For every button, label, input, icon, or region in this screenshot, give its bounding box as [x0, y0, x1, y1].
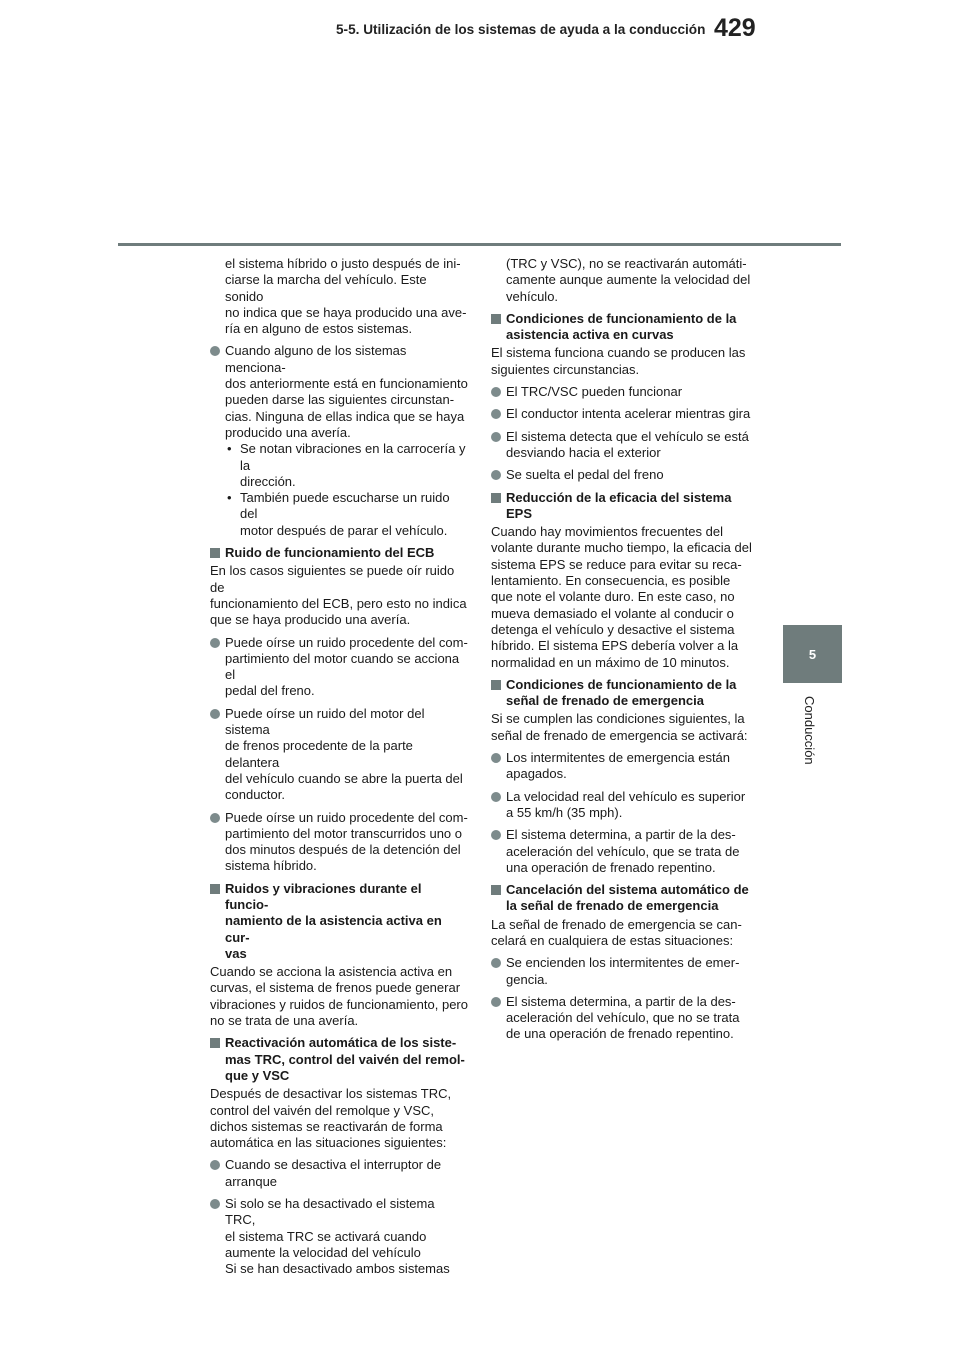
section-heading: [491, 882, 753, 915]
text-line: volante durante mucho tiempo, la eficacia del: [491, 540, 752, 556]
text-line: asistencia activa en curvas: [506, 327, 674, 343]
text-line: Reactivación automática de los siste-: [225, 1035, 457, 1051]
sub-bullet-dot-icon: •: [227, 441, 232, 457]
bullet-circle-icon: [210, 346, 220, 356]
text-line: partimiento del motor transcurridos uno o: [225, 825, 463, 841]
list-item: [491, 429, 753, 462]
text-line: ría en alguno de estos sistemas.: [225, 321, 413, 337]
text-line: que y VSC: [225, 1067, 290, 1083]
bullet-circle-icon: [491, 958, 501, 968]
text-line: EPS: [506, 505, 533, 521]
text-line: El conductor intenta acelerar mientras gira: [506, 406, 751, 422]
text-line: dirección.: [240, 473, 296, 489]
text-line: Ruidos y vibraciones durante el funcio-: [225, 880, 422, 912]
list-item: [491, 994, 753, 1043]
text-line: a 55 km/h (35 mph).: [506, 804, 623, 820]
list-item: [210, 706, 468, 804]
chapter-label: Conducción: [802, 696, 817, 765]
text-line: aceleración del vehículo, que no se trata: [506, 1010, 740, 1026]
text-line: Se notan vibraciones en la carrocería y la: [240, 441, 466, 473]
text-line: control del vaivén del remolque y VSC,: [210, 1102, 435, 1118]
text-line: desviando hacia el exterior: [506, 444, 661, 460]
text-line: Condiciones de funcionamiento de la: [506, 310, 737, 326]
text-line: partimiento del motor cuando se acciona el: [225, 650, 460, 683]
text-line: celará en cualquiera de estas situaciones:: [491, 932, 734, 948]
right-column: [491, 256, 753, 1049]
text-line: siguientes circunstancias.: [491, 361, 640, 377]
text-line: apagados.: [506, 766, 567, 782]
bullet-circle-icon: [491, 830, 501, 840]
intro-paragraph: [210, 256, 468, 337]
text-line: Se suelta el pedal del freno: [506, 467, 664, 483]
section-heading: [210, 545, 468, 561]
text-line: Si solo se ha desactivado el sistema TRC,: [225, 1196, 435, 1228]
square-bullet-icon: [210, 548, 220, 558]
text-line: sistema EPS se reduce para evitar su reca-: [491, 556, 742, 572]
bullet-circle-icon: [210, 709, 220, 719]
text-line: que se haya producido una avería.: [210, 612, 411, 628]
text-line: híbrido. El sistema EPS debería volver a la: [491, 638, 739, 654]
text-line: La velocidad real del vehículo es superior: [506, 788, 746, 804]
text-line: El sistema determina, a partir de la des-: [506, 827, 736, 843]
square-bullet-icon: [491, 493, 501, 503]
square-bullet-icon: [210, 1038, 220, 1048]
text-line: pueden darse las siguientes circunstan-: [225, 392, 455, 408]
text-line: dos minutos después de la detención del: [225, 842, 461, 858]
text-line: de una operación de frenado repentino.: [506, 1026, 734, 1042]
text-line: Después de desactivar los sistemas TRC,: [210, 1086, 452, 1102]
section-heading: [210, 881, 468, 962]
text-line: vas: [225, 945, 247, 961]
text-line: (TRC y VSC), no se reactivarán automáti-: [506, 256, 747, 271]
list-item: [491, 750, 753, 783]
text-line: el sistema TRC se activará cuando: [225, 1228, 427, 1244]
text-line: Cuando alguno de los sistemas menciona-: [225, 343, 407, 375]
text-line: mas TRC, control del vaivén del remol-: [225, 1051, 465, 1067]
list-item: [491, 955, 753, 988]
section-heading: [491, 490, 753, 523]
text-line: dos anteriormente está en funcionamiento: [225, 376, 468, 392]
bullet-circle-icon: [210, 813, 220, 823]
paragraph: [491, 524, 753, 671]
list-item: [491, 789, 753, 822]
text-line: Los intermitentes de emergencia están: [506, 750, 731, 766]
header-section-title: 5-5. Utilización de los sistemas de ayuda a la conducción: [336, 22, 706, 37]
text-line: gencia.: [506, 971, 548, 987]
bullet-circle-icon: [491, 792, 501, 802]
list-item: [210, 810, 468, 875]
text-line: Puede oírse un ruido procedente del com-: [225, 809, 468, 825]
bullet-circle-icon: [491, 409, 501, 419]
bullet-circle-icon: [491, 470, 501, 480]
text-line: de frenos procedente de la parte delantera: [225, 738, 413, 770]
text-line: señal de frenado de emergencia: [506, 693, 704, 709]
bullet-circle-icon: [210, 638, 220, 648]
text-line: la señal de frenado de emergencia: [506, 898, 719, 914]
text-line: cias. Ninguna de ellas indica que se haya: [225, 408, 465, 424]
sub-bullet-dot-icon: •: [227, 490, 232, 506]
text-line: del vehículo cuando se abre la puerta del: [225, 770, 463, 786]
text-line: Reducción de la eficacia del sistema: [506, 489, 732, 505]
text-line: vibraciones y ruidos de funcionamiento, pero: [210, 996, 468, 1012]
left-column: [210, 256, 468, 1284]
bullet-circle-icon: [491, 753, 501, 763]
text-line: automática en las situaciones siguientes:: [210, 1135, 447, 1151]
text-line: mueva demasiado el volante al conducir o: [491, 605, 734, 621]
text-line: vehículo.: [506, 288, 559, 304]
text-line: detenga el vehículo y desactive el sistema: [491, 621, 735, 637]
paragraph: [491, 917, 753, 950]
header-rule: [118, 243, 841, 246]
text-line: arranque: [225, 1173, 278, 1189]
text-line: una operación de frenado repentino.: [506, 859, 716, 875]
text-line: curvas, el sistema de frenos puede generar: [210, 980, 461, 996]
square-bullet-icon: [491, 885, 501, 895]
chapter-tab: [783, 625, 842, 683]
text-line: Condiciones de funcionamiento de la: [506, 676, 737, 692]
page-number: 429: [714, 14, 756, 42]
section-heading: [491, 677, 753, 710]
list-item: [491, 827, 753, 876]
bullet-circle-icon: [491, 997, 501, 1007]
text-line: Si se cumplen las condiciones siguientes, la: [491, 711, 745, 727]
text-line: Cuando se acciona la asistencia activa en: [210, 964, 453, 980]
text-line: señal de frenado de emergencia se activará:: [491, 727, 748, 743]
list-item: [491, 384, 753, 400]
paragraph: [210, 563, 468, 628]
text-line: Cancelación del sistema automático de: [506, 882, 749, 898]
list-item: [491, 467, 753, 483]
list-item: [210, 635, 468, 700]
text-line: Si se han desactivado ambos sistemas: [225, 1261, 450, 1277]
text-line: sistema híbrido.: [225, 858, 317, 874]
text-line: aceleración del vehículo, que se trata de: [506, 843, 740, 859]
text-line: aumente la velocidad del vehículo: [225, 1244, 421, 1260]
text-line: lentamiento. En consecuencia, es posible: [491, 573, 731, 589]
text-line: no se trata de una avería.: [210, 1013, 359, 1029]
paragraph: [210, 1086, 468, 1151]
chapter-number: 5: [808, 646, 817, 662]
sub-list-item: [225, 490, 468, 539]
text-line: En los casos siguientes se puede oír ruido de: [210, 563, 455, 595]
continuation-paragraph: [491, 256, 753, 305]
text-line: Cuando hay movimientos frecuentes del: [491, 524, 723, 540]
text-line: ciarse la marcha del vehículo. Este sonido: [225, 272, 427, 304]
text-line: conductor.: [225, 787, 285, 803]
text-line: motor después de parar el vehículo.: [240, 522, 448, 538]
text-line: el sistema híbrido o justo después de ini-: [225, 256, 461, 271]
paragraph: [491, 345, 753, 378]
list-item: [491, 406, 753, 422]
bullet-circle-icon: [491, 387, 501, 397]
bullet-circle-icon: [210, 1199, 220, 1209]
text-line: Puede oírse un ruido procedente del com-: [225, 634, 468, 650]
list-item: [210, 1157, 468, 1190]
square-bullet-icon: [491, 680, 501, 690]
text-line: El TRC/VSC pueden funcionar: [506, 384, 683, 400]
text-line: camente aunque aumente la velocidad del: [506, 272, 751, 288]
text-line: producido una avería.: [225, 424, 351, 440]
text-line: Cuando se desactiva el interruptor de: [225, 1157, 442, 1173]
text-line: Ruido de funcionamiento del ECB: [225, 545, 435, 561]
text-line: namiento de la asistencia activa en cur-: [225, 913, 442, 945]
text-line: El sistema detecta que el vehículo se está: [506, 428, 749, 444]
section-heading: [491, 311, 753, 344]
text-line: que note el volante duro. En este caso, no: [491, 589, 735, 605]
square-bullet-icon: [210, 884, 220, 894]
text-line: El sistema funciona cuando se producen las: [491, 345, 746, 361]
text-line: pedal del freno.: [225, 683, 315, 699]
text-line: no indica que se haya producido una ave-: [225, 304, 467, 320]
text-line: funcionamiento del ECB, pero esto no indica: [210, 595, 467, 611]
list-item: [210, 343, 468, 539]
square-bullet-icon: [491, 314, 501, 324]
section-heading: [210, 1035, 468, 1084]
text-line: Se encienden los intermitentes de emer-: [506, 955, 740, 971]
list-item: [210, 1196, 468, 1277]
bullet-circle-icon: [491, 432, 501, 442]
paragraph: [491, 711, 753, 744]
text-line: normalidad en un máximo de 10 minutos.: [491, 654, 730, 670]
bullet-circle-icon: [210, 1160, 220, 1170]
text-line: Puede oírse un ruido del motor del sistema: [225, 705, 425, 738]
text-line: El sistema determina, a partir de la des-: [506, 993, 736, 1009]
text-line: dichos sistemas se reactivarán de forma: [210, 1118, 443, 1134]
text-line: La señal de frenado de emergencia se can-: [491, 916, 742, 932]
text-line: También puede escucharse un ruido del: [240, 490, 450, 522]
paragraph: [210, 964, 468, 1029]
sub-list-item: [225, 441, 468, 490]
